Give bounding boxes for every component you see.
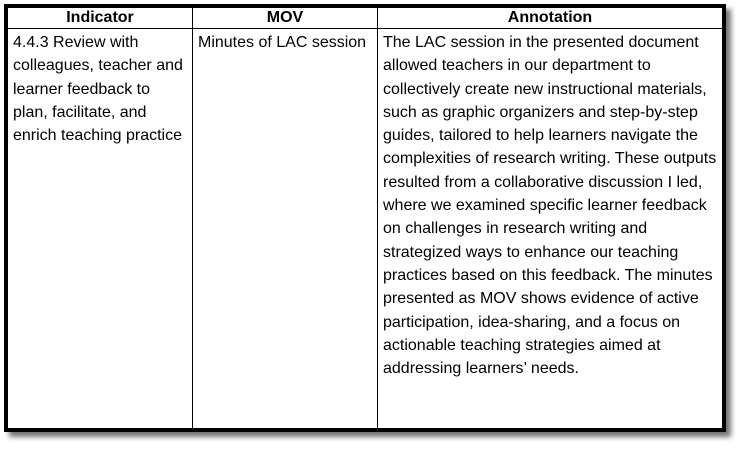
header-annotation: Annotation — [378, 8, 723, 29]
table-header-row — [8, 8, 723, 29]
indicator-cell: 4.4.3 Review with colleagues, teacher and learner feedback to plan, facilitate, and enrich teaching practice — [8, 29, 193, 429]
header-mov: MOV — [193, 8, 378, 29]
annotation-cell: The LAC session in the presented document allowed teachers in our department to collectively create new instructional materials, such as graphic organizers and step-by-step guides, tailored to help learners navigate the complexities of research writing. These outputs resulted from a collaborative discussion I led, where we examined specific learner feedback on challenges in research writing and strategized ways to enhance our teaching practices based on this feedback. The minutes presented as MOV shows evidence of active participation, idea-sharing, and a focus on actionable teaching strategies aimed at addressing learners’ needs. — [378, 29, 723, 429]
header-indicator: Indicator — [8, 8, 193, 29]
table-row — [8, 29, 723, 429]
indicator-table — [7, 7, 723, 429]
document-table-frame — [4, 4, 726, 432]
mov-cell: Minutes of LAC session — [193, 29, 378, 429]
